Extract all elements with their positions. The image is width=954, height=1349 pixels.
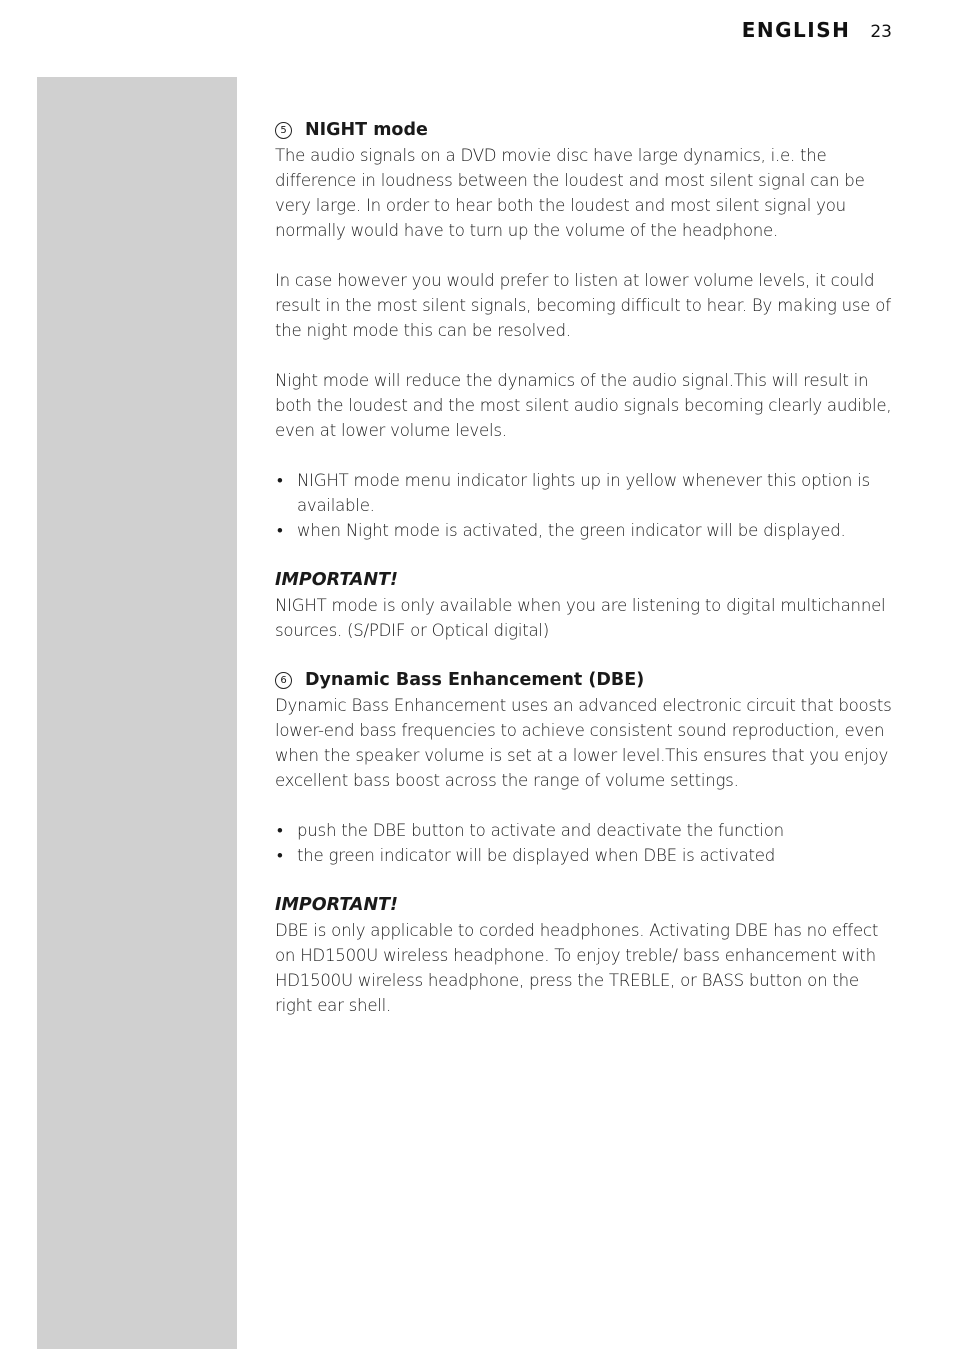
bullet-list: [275, 468, 895, 543]
important-label: IMPORTANT!: [275, 895, 399, 915]
important-label: IMPORTANT!: [275, 570, 399, 590]
circled-number-icon: 6: [275, 672, 292, 689]
paragraph: Night mode will reduce the dynamics of the audio signal.This will result in both the loudest and the most silent audio signals becoming clearly audible, even at lower volume levels.: [275, 371, 892, 440]
important-note: NIGHT mode is only available when you are listening to digital multichannel sources. (S/PDIF or Optical digital): [275, 596, 886, 640]
language-label: ENGLISH: [741, 18, 851, 42]
important-note: DBE is only applicable to corded headphones. Activating DBE has no effect on HD1500U wireless headphone. To enjoy treble/ bass enhancement with HD1500U wireless headphone, press the TREBLE, or BASS button on the right ear shell.: [275, 921, 879, 1015]
bullet-list: [275, 818, 895, 868]
page-number: 23: [870, 22, 892, 42]
section-heading-dbe: [275, 668, 895, 693]
section-heading-night-mode: [275, 118, 895, 143]
paragraph: Dynamic Bass Enhancement uses an advanced electronic circuit that boosts lower-end bass frequencies to achieve consistent sound reproduction, even when the speaker volume is set at a lower level.This ensures that you enjoy excellent bass boost across the range of volume settings.: [275, 696, 892, 790]
circled-number-icon: 5: [275, 122, 292, 139]
main-content: [275, 118, 895, 1018]
list-item: • the green indicator will be displayed when DBE is activated: [275, 843, 895, 868]
paragraph: In case however you would prefer to listen at lower volume levels, it could result in the most silent signals, becoming difficult to hear. By making use of the night mode this can be resolved.: [275, 271, 891, 340]
list-item: • NIGHT mode menu indicator lights up in yellow whenever this option is available.: [275, 468, 895, 518]
page-header: [742, 18, 892, 42]
section-title: Dynamic Bass Enhancement (DBE): [305, 670, 645, 690]
gray-margin-band: [37, 77, 237, 1349]
paragraph: The audio signals on a DVD movie disc have large dynamics, i.e. the difference in loudness between the loudest and most silent signal can be very large. In order to hear both the loudest and most silent signal you normally would have to turn up the volume of the headphone.: [275, 146, 865, 240]
section-title: NIGHT mode: [305, 120, 428, 140]
list-item: • push the DBE button to activate and deactivate the function: [275, 818, 895, 843]
list-item: • when Night mode is activated, the green indicator will be displayed.: [275, 518, 895, 543]
